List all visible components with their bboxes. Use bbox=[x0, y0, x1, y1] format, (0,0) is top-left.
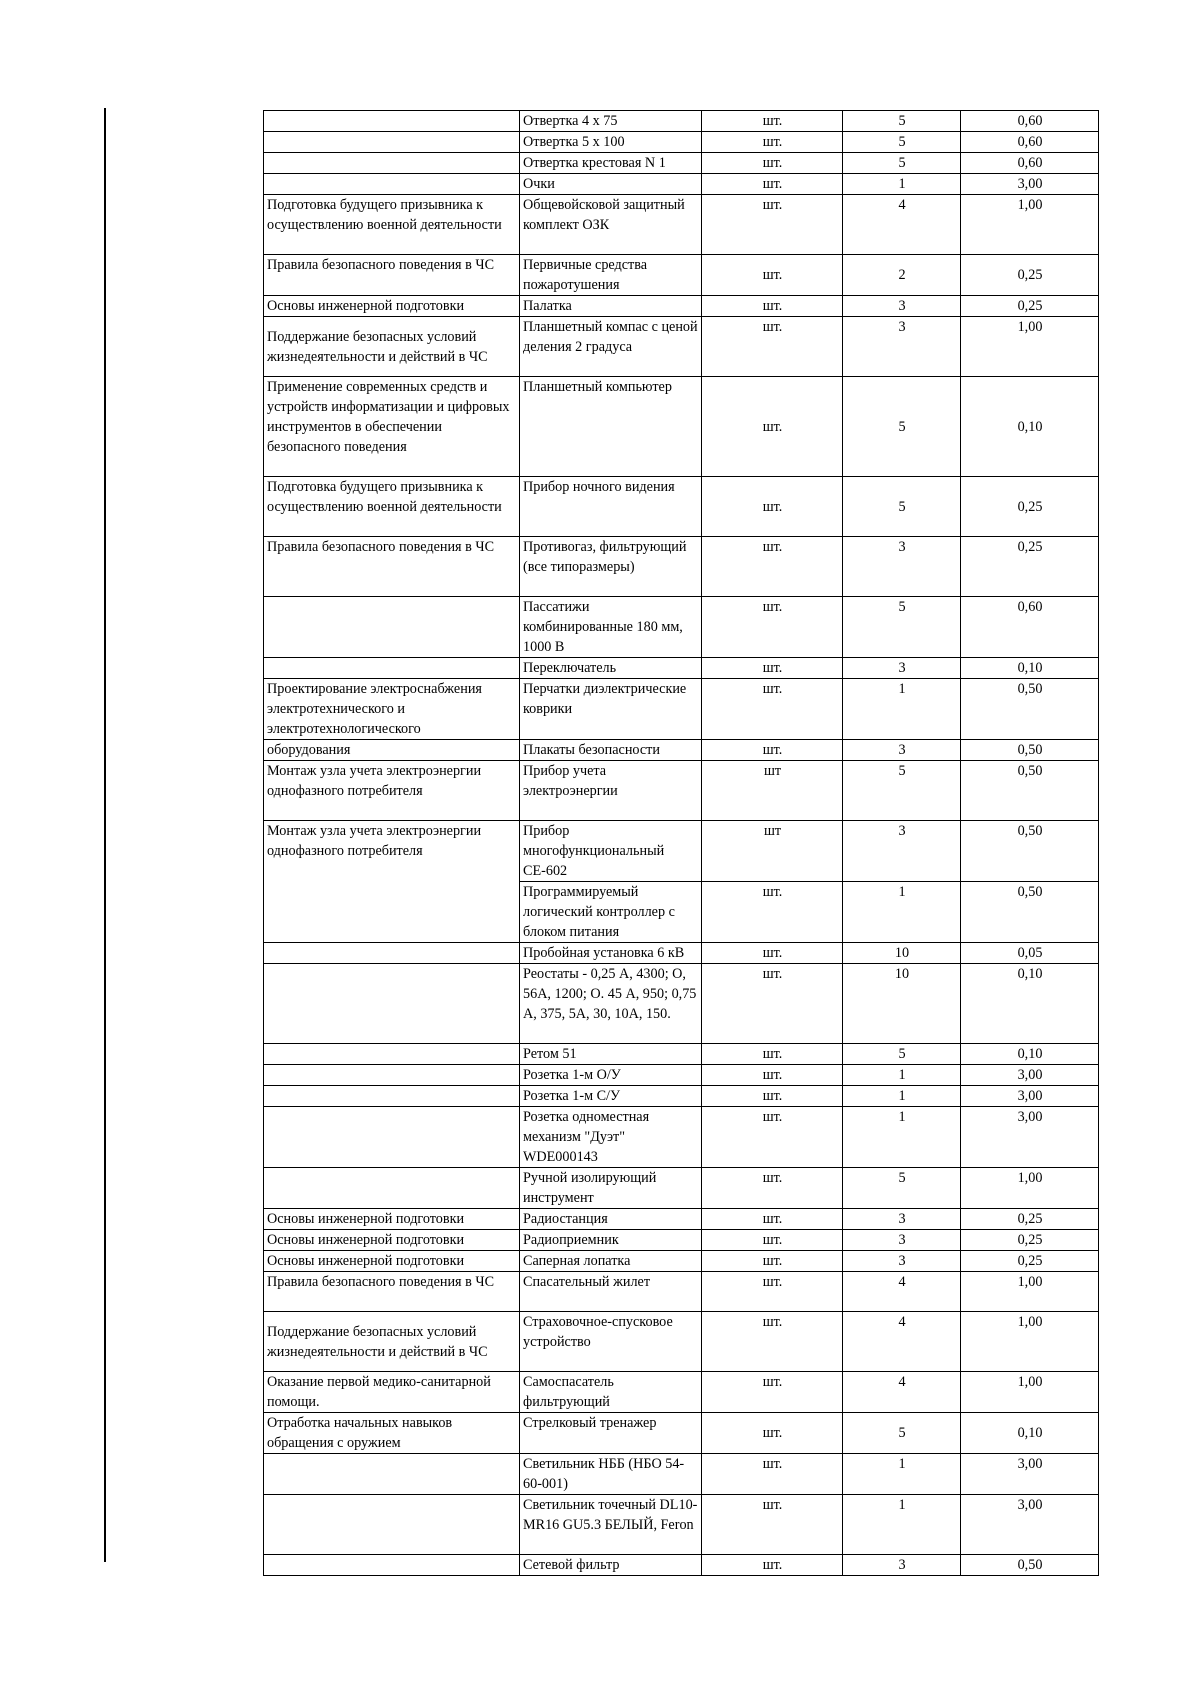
topic-cell bbox=[264, 1495, 520, 1555]
topic-cell bbox=[264, 174, 520, 195]
item-cell: Розетка одноместная механизм "Дуэт" WDE000143 bbox=[520, 1107, 702, 1168]
qty-cell: 5 bbox=[843, 377, 961, 477]
item-cell: Очки bbox=[520, 174, 702, 195]
item-cell: Перчатки диэлектрические коврики bbox=[520, 679, 702, 740]
ratio-cell: 0,25 bbox=[961, 1209, 1099, 1230]
table-row bbox=[264, 943, 1099, 964]
ratio-cell: 0,10 bbox=[961, 964, 1099, 1044]
item-cell: Палатка bbox=[520, 296, 702, 317]
ratio-cell: 0,25 bbox=[961, 255, 1099, 296]
ratio-cell: 0,60 bbox=[961, 132, 1099, 153]
item-cell: Розетка 1-м С/У bbox=[520, 1086, 702, 1107]
item-cell: Радиоприемник bbox=[520, 1230, 702, 1251]
topic-cell: Правила безопасного поведения в ЧС bbox=[264, 255, 520, 296]
topic-cell: Основы инженерной подготовки bbox=[264, 1209, 520, 1230]
unit-cell: шт. bbox=[702, 658, 843, 679]
ratio-cell: 0,10 bbox=[961, 377, 1099, 477]
table-row bbox=[264, 761, 1099, 821]
topic-cell bbox=[264, 1168, 520, 1209]
qty-cell: 4 bbox=[843, 195, 961, 255]
ratio-cell: 3,00 bbox=[961, 1065, 1099, 1086]
table-row bbox=[264, 1454, 1099, 1495]
ratio-cell: 0,60 bbox=[961, 111, 1099, 132]
unit-cell: шт. bbox=[702, 1065, 843, 1086]
ratio-cell: 1,00 bbox=[961, 317, 1099, 377]
topic-cell: Правила безопасного поведения в ЧС bbox=[264, 537, 520, 597]
qty-cell: 5 bbox=[843, 1044, 961, 1065]
ratio-cell: 0,25 bbox=[961, 477, 1099, 537]
ratio-cell: 0,50 bbox=[961, 679, 1099, 740]
table-row bbox=[264, 1044, 1099, 1065]
unit-cell: шт. bbox=[702, 111, 843, 132]
qty-cell: 4 bbox=[843, 1272, 961, 1312]
unit-cell: шт. bbox=[702, 1312, 843, 1372]
item-cell: Пробойная установка 6 кВ bbox=[520, 943, 702, 964]
item-cell: Пассатижи комбинированные 180 мм, 1000 В bbox=[520, 597, 702, 658]
ratio-cell: 0,50 bbox=[961, 740, 1099, 761]
topic-cell bbox=[264, 153, 520, 174]
unit-cell: шт. bbox=[702, 477, 843, 537]
unit-cell: шт. bbox=[702, 1230, 843, 1251]
unit-cell: шт. bbox=[702, 317, 843, 377]
equipment-table-body bbox=[264, 111, 1099, 1576]
qty-cell: 10 bbox=[843, 943, 961, 964]
ratio-cell: 0,05 bbox=[961, 943, 1099, 964]
unit-cell: шт. bbox=[702, 1495, 843, 1555]
unit-cell: шт. bbox=[702, 1251, 843, 1272]
qty-cell: 3 bbox=[843, 537, 961, 597]
unit-cell: шт. bbox=[702, 377, 843, 477]
qty-cell: 1 bbox=[843, 1454, 961, 1495]
qty-cell: 2 bbox=[843, 255, 961, 296]
table-row bbox=[264, 377, 1099, 477]
unit-cell: шт. bbox=[702, 597, 843, 658]
item-cell: Прибор многофункциональный СЕ-602 bbox=[520, 821, 702, 882]
unit-cell: шт. bbox=[702, 153, 843, 174]
qty-cell: 1 bbox=[843, 1065, 961, 1086]
unit-cell: шт. bbox=[702, 1209, 843, 1230]
qty-cell: 5 bbox=[843, 111, 961, 132]
table-row bbox=[264, 477, 1099, 537]
item-cell: Прибор ночного видения bbox=[520, 477, 702, 537]
qty-cell: 5 bbox=[843, 597, 961, 658]
qty-cell: 3 bbox=[843, 821, 961, 882]
topic-cell bbox=[264, 658, 520, 679]
ratio-cell: 3,00 bbox=[961, 1454, 1099, 1495]
unit-cell: шт bbox=[702, 761, 843, 821]
table-row bbox=[264, 1168, 1099, 1209]
topic-cell bbox=[264, 964, 520, 1044]
ratio-cell: 0,60 bbox=[961, 597, 1099, 658]
ratio-cell: 0,50 bbox=[961, 821, 1099, 882]
qty-cell: 3 bbox=[843, 658, 961, 679]
qty-cell: 3 bbox=[843, 317, 961, 377]
topic-cell: оборудования bbox=[264, 740, 520, 761]
ratio-cell: 1,00 bbox=[961, 1312, 1099, 1372]
item-cell: Страховочное-спусковое устройство bbox=[520, 1312, 702, 1372]
ratio-cell: 1,00 bbox=[961, 1272, 1099, 1312]
table-row bbox=[264, 679, 1099, 740]
item-cell: Саперная лопатка bbox=[520, 1251, 702, 1272]
unit-cell: шт. bbox=[702, 1454, 843, 1495]
unit-cell: шт. bbox=[702, 132, 843, 153]
table-row bbox=[264, 1555, 1099, 1576]
item-cell: Сетевой фильтр bbox=[520, 1555, 702, 1576]
qty-cell: 1 bbox=[843, 174, 961, 195]
ratio-cell: 1,00 bbox=[961, 1168, 1099, 1209]
unit-cell: шт. bbox=[702, 1168, 843, 1209]
item-cell: Реостаты - 0,25 А, 4300; О, 56А, 1200; О. 45 А, 950; 0,75 А, 375, 5А, 30, 10А, 150. bbox=[520, 964, 702, 1044]
table-row bbox=[264, 174, 1099, 195]
topic-cell bbox=[264, 1555, 520, 1576]
topic-cell bbox=[264, 111, 520, 132]
item-cell: Программируемый логический контроллер с блоком питания bbox=[520, 882, 702, 943]
ratio-cell: 0,50 bbox=[961, 882, 1099, 943]
unit-cell: шт. bbox=[702, 174, 843, 195]
item-cell: Самоспасатель фильтрующий bbox=[520, 1372, 702, 1413]
table-row bbox=[264, 1312, 1099, 1372]
topic-cell: Основы инженерной подготовки bbox=[264, 296, 520, 317]
unit-cell: шт. bbox=[702, 195, 843, 255]
ratio-cell: 3,00 bbox=[961, 1495, 1099, 1555]
table-row bbox=[264, 1372, 1099, 1413]
topic-cell: Монтаж узла учета электроэнергии однофазного потребителя bbox=[264, 761, 520, 821]
ratio-cell: 0,25 bbox=[961, 1251, 1099, 1272]
table-row bbox=[264, 153, 1099, 174]
ratio-cell: 0,50 bbox=[961, 761, 1099, 821]
topic-cell: Отработка начальных навыков обращения с оружием bbox=[264, 1413, 520, 1454]
topic-cell bbox=[264, 1454, 520, 1495]
topic-cell bbox=[264, 943, 520, 964]
left-margin-rule bbox=[104, 108, 106, 1562]
item-cell: Плакаты безопасности bbox=[520, 740, 702, 761]
table-row bbox=[264, 740, 1099, 761]
item-cell: Планшетный компьютер bbox=[520, 377, 702, 477]
topic-cell: Основы инженерной подготовки bbox=[264, 1230, 520, 1251]
ratio-cell: 0,25 bbox=[961, 296, 1099, 317]
topic-cell bbox=[264, 1044, 520, 1065]
unit-cell: шт. bbox=[702, 1107, 843, 1168]
unit-cell: шт. bbox=[702, 943, 843, 964]
ratio-cell: 3,00 bbox=[961, 1107, 1099, 1168]
qty-cell: 1 bbox=[843, 882, 961, 943]
unit-cell: шт bbox=[702, 821, 843, 882]
item-cell: Прибор учета электроэнергии bbox=[520, 761, 702, 821]
ratio-cell: 3,00 bbox=[961, 1086, 1099, 1107]
unit-cell: шт. bbox=[702, 537, 843, 597]
table-row bbox=[264, 1065, 1099, 1086]
ratio-cell: 0,25 bbox=[961, 1230, 1099, 1251]
topic-cell: Монтаж узла учета электроэнергии однофазного потребителя bbox=[264, 821, 520, 882]
unit-cell: шт. bbox=[702, 1555, 843, 1576]
table-row bbox=[264, 882, 1099, 943]
qty-cell: 1 bbox=[843, 679, 961, 740]
table-row bbox=[264, 296, 1099, 317]
topic-cell bbox=[264, 882, 520, 943]
qty-cell: 10 bbox=[843, 964, 961, 1044]
table-row bbox=[264, 1413, 1099, 1454]
topic-cell: Поддержание безопасных условий жизнедеятельности и действий в ЧС bbox=[264, 317, 520, 377]
qty-cell: 5 bbox=[843, 1168, 961, 1209]
topic-cell bbox=[264, 1086, 520, 1107]
qty-cell: 3 bbox=[843, 1230, 961, 1251]
topic-cell bbox=[264, 597, 520, 658]
table-row bbox=[264, 195, 1099, 255]
ratio-cell: 0,10 bbox=[961, 1413, 1099, 1454]
unit-cell: шт. bbox=[702, 1413, 843, 1454]
ratio-cell: 0,10 bbox=[961, 1044, 1099, 1065]
qty-cell: 5 bbox=[843, 132, 961, 153]
unit-cell: шт. bbox=[702, 1044, 843, 1065]
equipment-table bbox=[263, 110, 1099, 1576]
table-row bbox=[264, 597, 1099, 658]
qty-cell: 5 bbox=[843, 477, 961, 537]
item-cell: Общевойсковой защитный комплект ОЗК bbox=[520, 195, 702, 255]
qty-cell: 4 bbox=[843, 1372, 961, 1413]
qty-cell: 3 bbox=[843, 1251, 961, 1272]
table-row bbox=[264, 1209, 1099, 1230]
item-cell: Стрелковый тренажер bbox=[520, 1413, 702, 1454]
ratio-cell: 1,00 bbox=[961, 1372, 1099, 1413]
ratio-cell: 0,60 bbox=[961, 153, 1099, 174]
table-row bbox=[264, 658, 1099, 679]
item-cell: Переключатель bbox=[520, 658, 702, 679]
table-row bbox=[264, 821, 1099, 882]
topic-cell: Оказание первой медико-санитарной помощи. bbox=[264, 1372, 520, 1413]
topic-cell bbox=[264, 1065, 520, 1086]
unit-cell: шт. bbox=[702, 296, 843, 317]
item-cell: Радиостанция bbox=[520, 1209, 702, 1230]
unit-cell: шт. bbox=[702, 964, 843, 1044]
unit-cell: шт. bbox=[702, 882, 843, 943]
qty-cell: 3 bbox=[843, 296, 961, 317]
qty-cell: 1 bbox=[843, 1107, 961, 1168]
ratio-cell: 0,50 bbox=[961, 1555, 1099, 1576]
topic-cell: Основы инженерной подготовки bbox=[264, 1251, 520, 1272]
table-row bbox=[264, 964, 1099, 1044]
unit-cell: шт. bbox=[702, 679, 843, 740]
unit-cell: шт. bbox=[702, 1086, 843, 1107]
topic-cell: Правила безопасного поведения в ЧС bbox=[264, 1272, 520, 1312]
ratio-cell: 1,00 bbox=[961, 195, 1099, 255]
unit-cell: шт. bbox=[702, 1372, 843, 1413]
qty-cell: 1 bbox=[843, 1086, 961, 1107]
item-cell: Спасательный жилет bbox=[520, 1272, 702, 1312]
qty-cell: 1 bbox=[843, 1495, 961, 1555]
unit-cell: шт. bbox=[702, 1272, 843, 1312]
topic-cell bbox=[264, 132, 520, 153]
qty-cell: 5 bbox=[843, 1413, 961, 1454]
topic-cell: Подготовка будущего призывника к осуществлению военной деятельности bbox=[264, 477, 520, 537]
topic-cell: Применение современных средств и устройств информатизации и цифровых инструментов в обеспечении безопасного поведения bbox=[264, 377, 520, 477]
ratio-cell: 0,25 bbox=[961, 537, 1099, 597]
item-cell: Светильник НББ (НБО 54-60-001) bbox=[520, 1454, 702, 1495]
qty-cell: 3 bbox=[843, 1555, 961, 1576]
item-cell: Отвертка 5 х 100 bbox=[520, 132, 702, 153]
item-cell: Первичные средства пожаротушения bbox=[520, 255, 702, 296]
table-row bbox=[264, 132, 1099, 153]
item-cell: Розетка 1-м О/У bbox=[520, 1065, 702, 1086]
table-row bbox=[264, 111, 1099, 132]
table-row bbox=[264, 1230, 1099, 1251]
ratio-cell: 3,00 bbox=[961, 174, 1099, 195]
qty-cell: 3 bbox=[843, 1209, 961, 1230]
item-cell: Ретом 51 bbox=[520, 1044, 702, 1065]
item-cell: Ручной изолирующий инструмент bbox=[520, 1168, 702, 1209]
table-row bbox=[264, 1251, 1099, 1272]
unit-cell: шт. bbox=[702, 255, 843, 296]
qty-cell: 5 bbox=[843, 761, 961, 821]
qty-cell: 4 bbox=[843, 1312, 961, 1372]
item-cell: Отвертка 4 х 75 bbox=[520, 111, 702, 132]
table-row bbox=[264, 1272, 1099, 1312]
item-cell: Противогаз, фильтрующий (все типоразмеры) bbox=[520, 537, 702, 597]
item-cell: Планшетный компас с ценой деления 2 градуса bbox=[520, 317, 702, 377]
table-row bbox=[264, 317, 1099, 377]
table-row bbox=[264, 1107, 1099, 1168]
item-cell: Светильник точечный DL10-MR16 GU5.3 БЕЛЫЙ, Feron bbox=[520, 1495, 702, 1555]
item-cell: Отвертка крестовая N 1 bbox=[520, 153, 702, 174]
topic-cell: Проектирование электроснабжения электротехнического и электротехнологического bbox=[264, 679, 520, 740]
topic-cell: Подготовка будущего призывника к осуществлению военной деятельности bbox=[264, 195, 520, 255]
unit-cell: шт. bbox=[702, 740, 843, 761]
ratio-cell: 0,10 bbox=[961, 658, 1099, 679]
table-row bbox=[264, 537, 1099, 597]
topic-cell: Поддержание безопасных условий жизнедеятельности и действий в ЧС bbox=[264, 1312, 520, 1372]
table-row bbox=[264, 1086, 1099, 1107]
qty-cell: 5 bbox=[843, 153, 961, 174]
topic-cell bbox=[264, 1107, 520, 1168]
table-row bbox=[264, 255, 1099, 296]
table-row bbox=[264, 1495, 1099, 1555]
qty-cell: 3 bbox=[843, 740, 961, 761]
